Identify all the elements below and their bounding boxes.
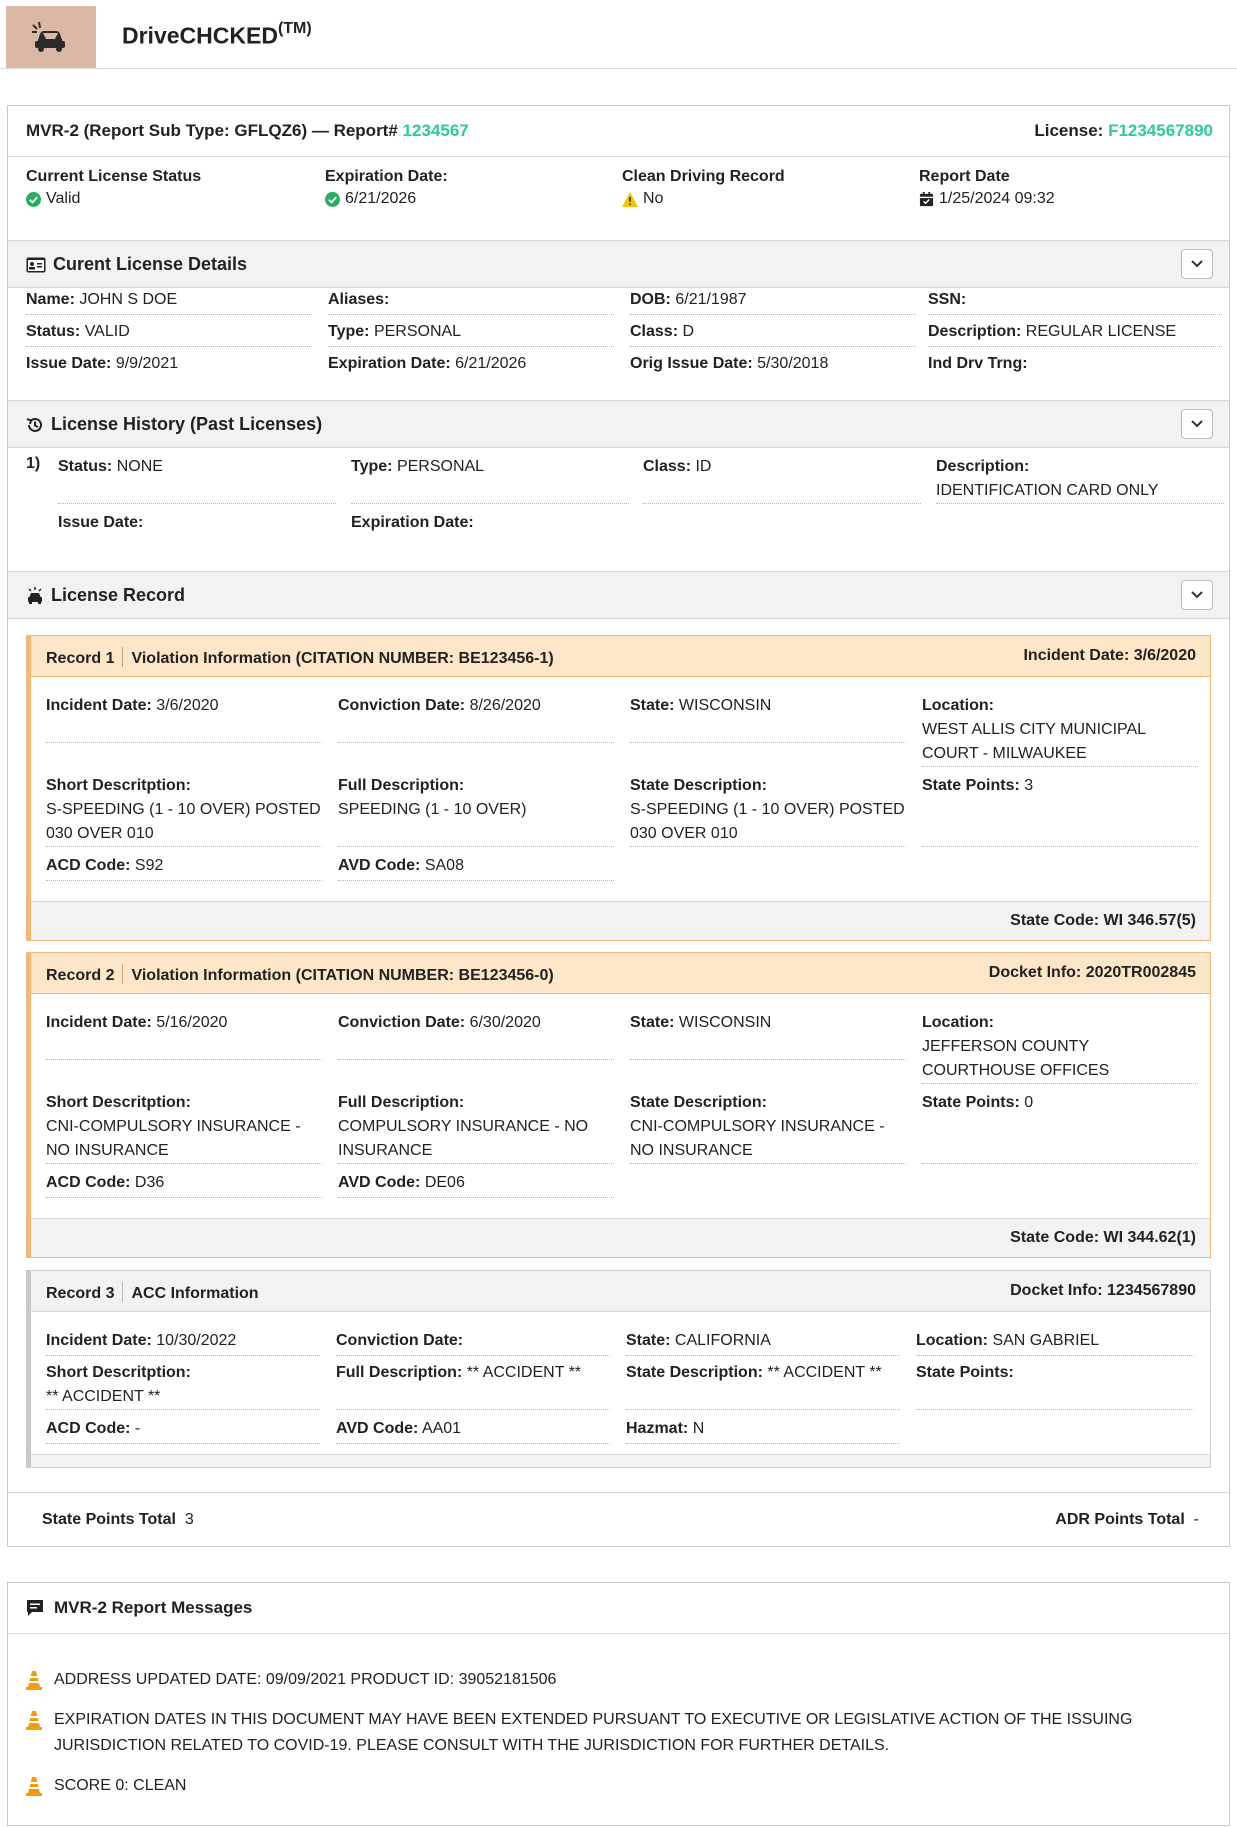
summary-label: Report Date: [919, 168, 1010, 185]
brand-trademark: (TM): [277, 20, 312, 37]
summary-bar: [8, 156, 1229, 242]
record-state-description: State Description: S-SPEEDING (1 - 10 OVER) POSTED 030 OVER 010: [630, 774, 906, 847]
section-title: Curent License Details: [53, 254, 248, 274]
report-license: [1034, 121, 1213, 141]
field-name: Name: JOHN S DOE: [26, 288, 312, 315]
section-title: License Record: [51, 585, 186, 605]
history-description: Description: IDENTIFICATION CARD ONLY: [936, 455, 1224, 504]
chevron-down-icon: [1191, 420, 1203, 428]
license-history-section-header[interactable]: [8, 400, 1229, 448]
record-footer: [31, 1218, 1210, 1257]
field-dob: DOB: 6/21/1987: [630, 288, 916, 315]
field-orig-issue-date: Orig Issue Date: 5/30/2018: [630, 355, 829, 372]
record-avd-code: AVD Code: AA01: [336, 1417, 610, 1444]
field-class: Class: D: [630, 320, 916, 347]
summary-expiration: [325, 168, 615, 208]
record-acd-code: ACD Code: D36: [46, 1171, 322, 1198]
car-crash-icon: [31, 21, 71, 53]
record-header-right: Docket Info: 2020TR002845: [988, 964, 1196, 981]
record-incident-date: Incident Date: 5/16/2020: [46, 1011, 322, 1060]
adr-points-total-label: ADR Points Total: [1055, 1511, 1185, 1528]
summary-label: Current License Status: [26, 168, 202, 185]
brand-name: [122, 22, 312, 50]
field-ind-drv-trng: Ind Drv Trng:: [928, 355, 1028, 372]
record-card: [26, 1270, 1211, 1468]
message-text: SCORE 0: CLEAN: [54, 1777, 187, 1794]
history-icon: [26, 416, 44, 434]
summary-label: Expiration Date:: [325, 168, 448, 185]
history-type: Type: PERSONAL: [351, 455, 629, 504]
record-short-description: Short Descritption: CNI-COMPULSORY INSURANCE - NO INSURANCE: [46, 1091, 322, 1164]
record-card: [26, 635, 1211, 941]
record-kind: Violation Information (CITATION NUMBER: BE123456-1): [131, 650, 554, 667]
summary-license-status: [26, 168, 316, 208]
report-title-prefix: MVR-2 (Report Sub Type: GFLQZ6) — Report#: [26, 121, 398, 140]
record-kind: Violation Information (CITATION NUMBER: BE123456-0): [131, 967, 554, 984]
record-state-points: State Points: 0: [922, 1091, 1198, 1164]
record-acd-code: ACD Code: S92: [46, 854, 322, 881]
summary-value: Valid: [46, 190, 81, 207]
field-description: Description: REGULAR LICENSE: [928, 320, 1222, 347]
calendar-icon: [919, 192, 934, 207]
summary-report-date: [919, 168, 1209, 208]
record-short-description: Short Descritption: ** ACCIDENT **: [46, 1361, 320, 1410]
report-messages-panel: [7, 1582, 1230, 1826]
adr-points-total-value: -: [1193, 1511, 1199, 1528]
report-number: 1234567: [402, 121, 469, 140]
field-ssn: SSN:: [928, 288, 1222, 315]
field-aliases: Aliases:: [328, 288, 614, 315]
id-card-icon: [26, 257, 46, 273]
record-incident-date: Incident Date: 3/6/2020: [46, 694, 322, 743]
record-location: Location: JEFFERSON COUNTY COURTHOUSE OFFICES: [922, 1011, 1198, 1084]
section-title: License History (Past Licenses): [51, 414, 323, 434]
record-state: State: WISCONSIN: [630, 694, 906, 743]
record-kind: ACC Information: [131, 1285, 259, 1302]
record-header-right: Incident Date: 3/6/2020: [1023, 647, 1196, 664]
record-header: [31, 953, 1210, 994]
record-state-description: State Description: ** ACCIDENT **: [626, 1361, 900, 1410]
message-text: ADDRESS UPDATED DATE: 09/09/2021 PRODUCT ID: 39052181506: [54, 1671, 557, 1688]
record-header: [31, 636, 1210, 677]
collapse-button[interactable]: [1181, 409, 1213, 439]
chevron-down-icon: [1191, 260, 1203, 268]
record-state-description: State Description: CNI-COMPULSORY INSURANCE - NO INSURANCE: [630, 1091, 906, 1164]
summary-clean-record: [622, 168, 912, 208]
record-location: Location: WEST ALLIS CITY MUNICIPAL COURT - MILWAUKEE: [922, 694, 1198, 767]
history-issue-date: Issue Date:: [58, 514, 144, 531]
record-number: Record 2: [46, 967, 115, 984]
traffic-cone-icon: [26, 1710, 42, 1730]
record-state-code: State Code: WI 344.62(1): [1010, 1229, 1196, 1246]
messages-header: [8, 1583, 1229, 1634]
record-incident-date: Incident Date: 10/30/2022: [46, 1329, 320, 1356]
record-state-code: State Code: WI 346.57(5): [1010, 912, 1196, 929]
license-label: License:: [1034, 121, 1104, 140]
summary-value: 6/21/2026: [345, 190, 417, 207]
message-item: [26, 1773, 1209, 1805]
record-state-points: State Points:: [916, 1361, 1194, 1410]
messages-title: MVR-2 Report Messages: [54, 1598, 253, 1617]
message-icon: [26, 1599, 44, 1617]
summary-value: No: [643, 190, 664, 207]
record-number: Record 3: [46, 1285, 115, 1302]
report-panel: [7, 105, 1230, 1547]
record-hazmat: Hazmat: N: [626, 1417, 900, 1444]
field-type: Type: PERSONAL: [328, 320, 614, 347]
record-header: [31, 1271, 1210, 1312]
record-full-description: Full Description: ** ACCIDENT **: [336, 1361, 610, 1410]
state-points-total-label: State Points Total: [42, 1511, 176, 1528]
points-totals: [8, 1492, 1229, 1546]
warning-icon: [622, 192, 638, 207]
collapse-button[interactable]: [1181, 249, 1213, 279]
license-record-section-header[interactable]: [8, 571, 1229, 619]
record-short-description: Short Descritption: S-SPEEDING (1 - 10 OVER) POSTED 030 OVER 010: [46, 774, 322, 847]
record-full-description: Full Description: SPEEDING (1 - 10 OVER): [338, 774, 614, 847]
record-header-right: Docket Info: 1234567890: [1010, 1282, 1196, 1299]
message-item: [26, 1667, 1209, 1699]
message-text: EXPIRATION DATES IN THIS DOCUMENT MAY HAVE BEEN EXTENDED PURSUANT TO EXECUTIVE OR LEGISLATIVE ACTION OF THE ISSUING JURISDICTION RELATED TO COVID-19. PLEASE CONSULT WITH THE JURISDICTION FOR FURTHER DETAILS.: [54, 1711, 1133, 1754]
record-acd-code: ACD Code: -: [46, 1417, 320, 1444]
traffic-cone-icon: [26, 1776, 42, 1796]
field-issue-date: Issue Date: 9/9/2021: [26, 355, 179, 372]
message-item: [26, 1707, 1209, 1759]
record-conviction-date: Conviction Date: 6/30/2020: [338, 1011, 614, 1060]
record-location: Location: SAN GABRIEL: [916, 1329, 1194, 1356]
record-avd-code: AVD Code: DE06: [338, 1171, 614, 1198]
brand-text: DriveCHCKED: [122, 22, 278, 49]
report-title: [26, 121, 469, 141]
collapse-button[interactable]: [1181, 580, 1213, 610]
top-bar: [0, 0, 1237, 69]
car-alert-icon: [26, 587, 44, 605]
record-state-points: State Points: 3: [922, 774, 1198, 847]
record-footer: [31, 1454, 1210, 1467]
report-header: [8, 106, 1229, 157]
history-index: 1): [26, 455, 41, 472]
record-footer: [31, 901, 1210, 940]
current-license-section-header[interactable]: [8, 240, 1229, 288]
record-conviction-date: Conviction Date: 8/26/2020: [338, 694, 614, 743]
chevron-down-icon: [1191, 591, 1203, 599]
check-circle-icon: [325, 192, 340, 207]
field-expiration-date: Expiration Date: 6/21/2026: [328, 355, 527, 372]
record-state: State: CALIFORNIA: [626, 1329, 900, 1356]
logo[interactable]: [6, 6, 96, 68]
record-avd-code: AVD Code: SA08: [338, 854, 614, 881]
history-status: Status: NONE: [58, 455, 336, 504]
summary-label: Clean Driving Record: [622, 168, 785, 185]
record-full-description: Full Description: COMPULSORY INSURANCE - NO INSURANCE: [338, 1091, 614, 1164]
record-conviction-date: Conviction Date:: [336, 1329, 610, 1356]
license-number: F1234567890: [1108, 121, 1213, 140]
history-class: Class: ID: [643, 455, 921, 504]
traffic-cone-icon: [26, 1670, 42, 1690]
check-circle-icon: [26, 192, 41, 207]
field-status: Status: VALID: [26, 320, 312, 347]
record-card: [26, 952, 1211, 1258]
record-state: State: WISCONSIN: [630, 1011, 906, 1060]
history-expiration-date: Expiration Date:: [351, 514, 474, 531]
state-points-total-value: 3: [184, 1511, 194, 1528]
record-number: Record 1: [46, 650, 115, 667]
summary-value: 1/25/2024 09:32: [939, 190, 1055, 207]
